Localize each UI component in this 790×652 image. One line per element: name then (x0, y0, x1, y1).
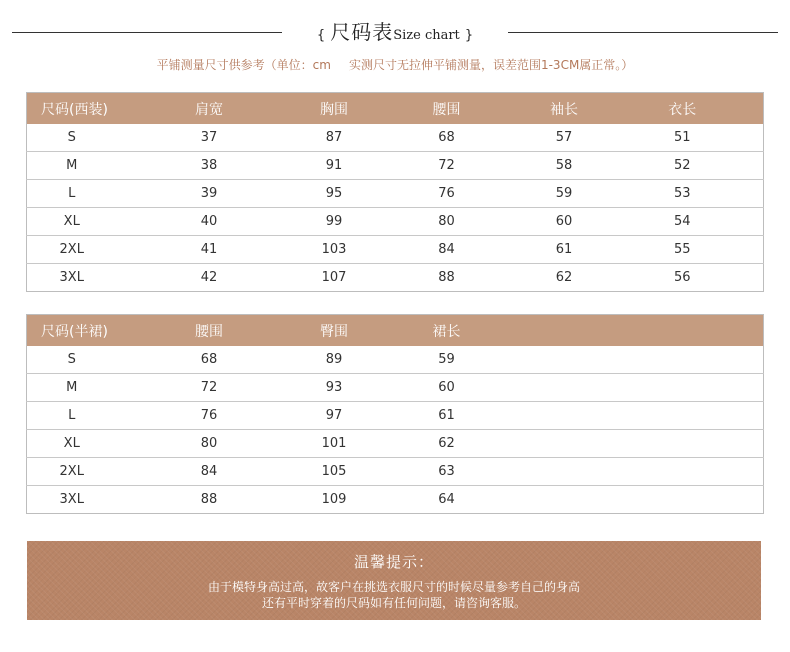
cell-empty (527, 402, 602, 430)
table-row (27, 374, 764, 402)
table-row (27, 236, 764, 264)
cell-value: 59 (367, 346, 527, 374)
cell-size: 2XL (27, 458, 117, 486)
cell-size: S (27, 346, 117, 374)
cell-empty (527, 486, 602, 514)
cell-empty (602, 458, 764, 486)
cell-size: 3XL (59, 270, 84, 285)
table-row (27, 152, 764, 180)
cell-value: 59 (527, 180, 602, 208)
tips-line-1: 由于模特身高过高，故客户在挑选衣服尺寸的时候尽量参考自己的身高 (207, 580, 580, 594)
cell-empty (527, 458, 602, 486)
cell-value: 54 (602, 208, 764, 236)
cell-value: 72 (367, 152, 527, 180)
table-row (27, 180, 764, 208)
header-size-suit: 尺码(西装) (27, 93, 117, 125)
cell-value: 38 (117, 152, 302, 180)
cell-value: 37 (117, 124, 302, 152)
table-row (27, 208, 764, 236)
cell-value: 61 (367, 402, 527, 430)
cell-value: 39 (117, 180, 302, 208)
cell-value: 63 (367, 458, 527, 486)
cell-value: 42 (200, 270, 218, 285)
suit-size-table (26, 92, 764, 292)
title-divider-right (508, 32, 778, 33)
cell-value: 88 (438, 270, 455, 285)
cell-value: 97 (302, 402, 367, 430)
measurement-note-unit: 平铺测量尺寸供参考（单位：cm (156, 58, 331, 72)
cell-value: 88 (200, 492, 218, 507)
cell-value: 107 (321, 270, 347, 285)
cell-empty (527, 374, 602, 402)
cell-value: 40 (117, 208, 302, 236)
title-divider-left (12, 32, 282, 33)
measurement-note (0, 56, 790, 73)
cell-size: L (27, 180, 117, 208)
header-shoulder: 肩宽 (117, 93, 302, 125)
cell-value: 61 (527, 236, 602, 264)
header-length: 衣长 (602, 93, 764, 125)
cell-empty (602, 430, 764, 458)
cell-size: XL (27, 208, 117, 236)
table-row (27, 486, 764, 514)
cell-size: S (27, 124, 117, 152)
cell-value: 105 (302, 458, 367, 486)
cell-value: 76 (367, 180, 527, 208)
cell-empty (527, 346, 602, 374)
cell-value: 55 (602, 236, 764, 264)
table-row (27, 346, 764, 374)
cell-empty (602, 374, 764, 402)
cell-value: 84 (367, 236, 527, 264)
title-brace-close: } (464, 28, 474, 43)
cell-value: 64 (438, 492, 455, 507)
table-header-row (27, 315, 764, 347)
cell-value: 99 (302, 208, 367, 236)
cell-empty (602, 486, 764, 514)
cell-value: 103 (302, 236, 367, 264)
cell-value: 93 (302, 374, 367, 402)
header-size-skirt: 尺码(半裙) (27, 315, 117, 347)
cell-size: 2XL (27, 236, 117, 264)
header-waist: 腰围 (117, 315, 302, 347)
table-row (27, 124, 764, 152)
cell-value: 57 (527, 124, 602, 152)
cell-empty (602, 346, 764, 374)
cell-value: 53 (602, 180, 764, 208)
skirt-size-table (26, 314, 764, 514)
cell-size: M (27, 374, 117, 402)
cell-value: 101 (302, 430, 367, 458)
measurement-note-tolerance: 实测尺寸无拉伸平铺测量，误差范围1-3CM属正常。） (348, 58, 634, 72)
cell-value: 89 (302, 346, 367, 374)
title-chinese: 尺码表 (330, 20, 394, 44)
header-skirt-length: 裙长 (367, 315, 527, 347)
cell-value: 95 (302, 180, 367, 208)
table-header-row (27, 93, 764, 125)
cell-value: 62 (555, 270, 573, 285)
tips-line-2: 还有平时穿着的尺码如有任何问题，请咨询客服。 (261, 596, 526, 610)
cell-value: 72 (117, 374, 302, 402)
cell-value: 91 (302, 152, 367, 180)
header-sleeve: 袖长 (527, 93, 602, 125)
cell-value: 109 (321, 492, 347, 507)
header-chest: 胸围 (302, 93, 367, 125)
cell-empty (527, 430, 602, 458)
cell-value: 56 (673, 270, 691, 285)
cell-value: 84 (117, 458, 302, 486)
cell-value: 58 (527, 152, 602, 180)
cell-value: 51 (602, 124, 764, 152)
cell-value: 80 (367, 208, 527, 236)
table-row (27, 402, 764, 430)
cell-size: L (27, 402, 117, 430)
cell-value: 87 (302, 124, 367, 152)
tips-banner (27, 541, 761, 620)
cell-value: 76 (117, 402, 302, 430)
cell-value: 68 (117, 346, 302, 374)
cell-value: 68 (367, 124, 527, 152)
cell-value: 60 (367, 374, 527, 402)
table-row (27, 458, 764, 486)
page-title (290, 16, 500, 45)
title-english: Size chart (393, 28, 460, 43)
cell-value: 62 (367, 430, 527, 458)
cell-value: 80 (117, 430, 302, 458)
tips-heading: 温馨提示： (353, 553, 434, 571)
header-hip: 臀围 (302, 315, 367, 347)
cell-size: XL (27, 430, 117, 458)
cell-value: 41 (117, 236, 302, 264)
cell-value: 60 (527, 208, 602, 236)
cell-empty (602, 402, 764, 430)
size-chart-title-row (0, 14, 790, 50)
header-empty (602, 315, 764, 347)
title-brace-open: { (316, 28, 326, 43)
cell-size: M (27, 152, 117, 180)
table-row (27, 430, 764, 458)
header-waist: 腰围 (367, 93, 527, 125)
cell-size: 3XL (59, 492, 84, 507)
cell-value: 52 (602, 152, 764, 180)
table-row (27, 264, 764, 292)
header-empty (527, 315, 602, 347)
